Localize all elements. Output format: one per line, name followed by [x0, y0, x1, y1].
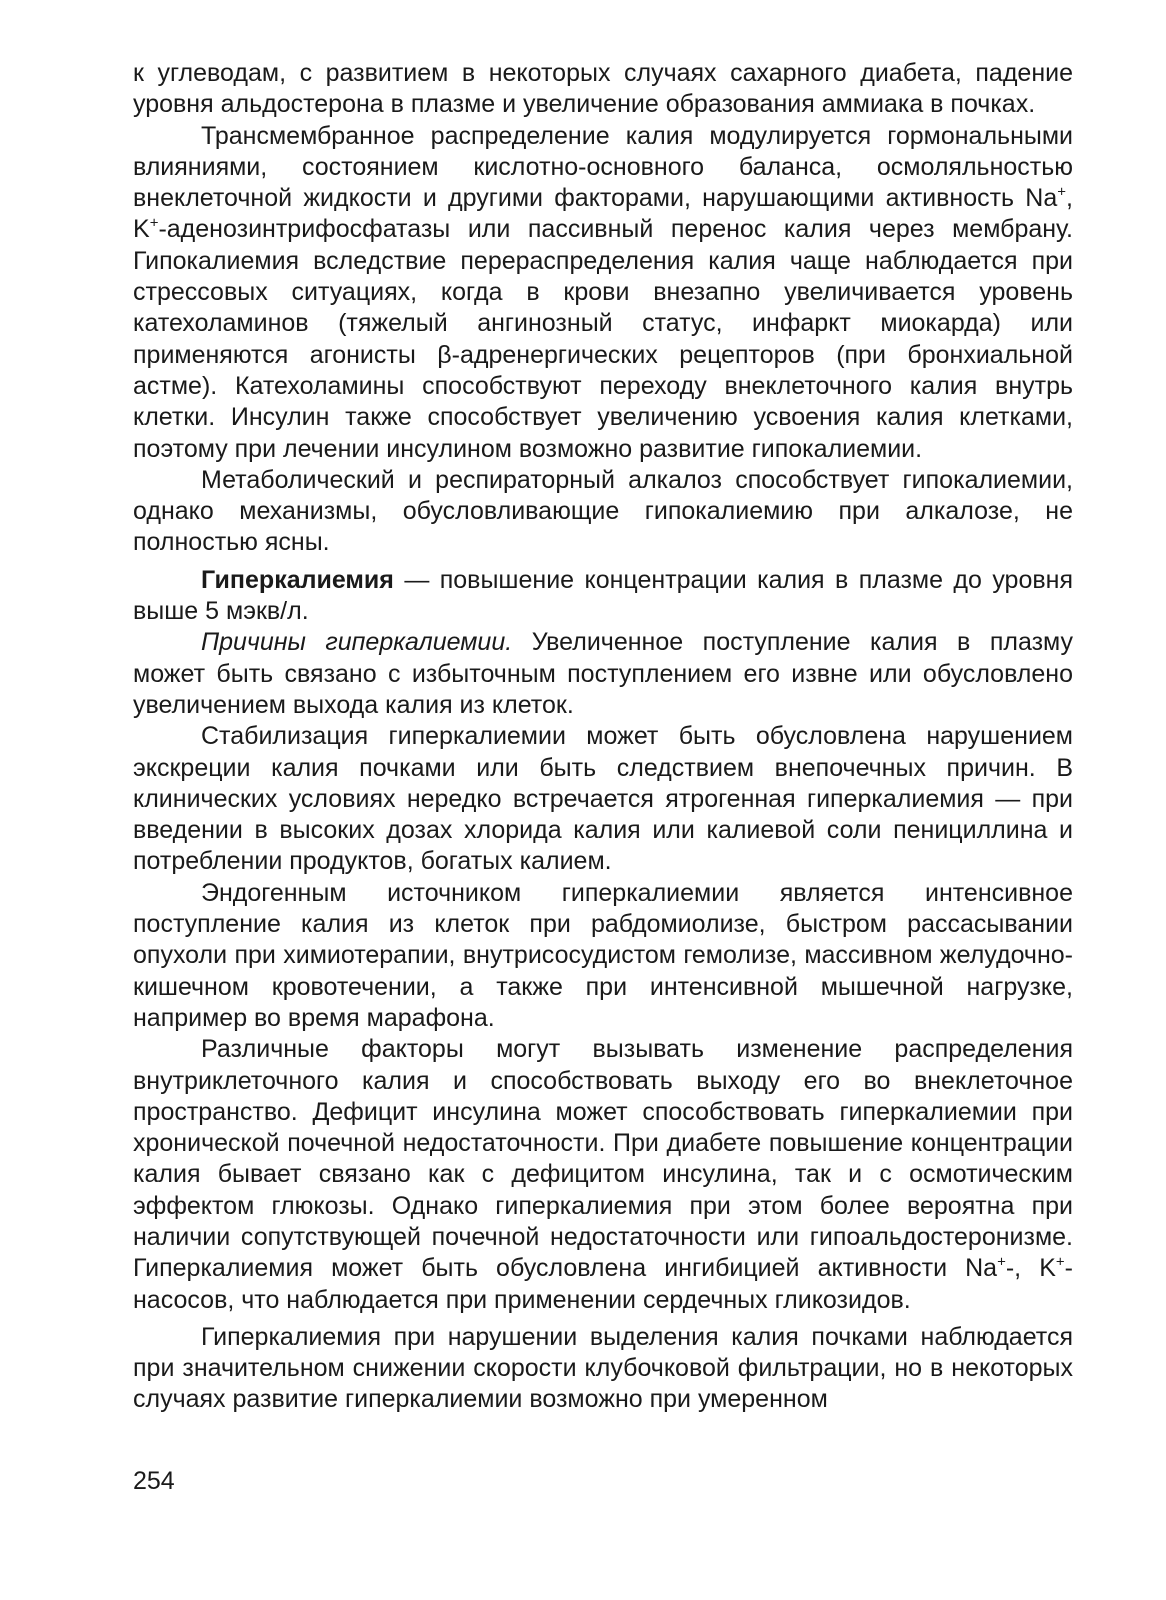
paragraph-8-text-c: -насосов, что наблюдается при применении сердечных гликозидов.	[133, 1254, 1073, 1314]
page-number: 254	[133, 1467, 175, 1495]
superscript-plus: +	[1055, 1253, 1065, 1271]
paragraph-7	[133, 878, 1073, 1034]
paragraph-6-text: Стабилизация гиперкалиемии может быть обусловлена нарушением экскреции калия почками или быть следствием внепочечных причин. В клинических условиях нередко встречается ятрогенная гиперкалиемия — при введении в высоких дозах хлорида калия или калиевой соли пенициллина и потреблении продуктов, богатых калием.	[133, 722, 1073, 876]
superscript-plus: +	[997, 1253, 1006, 1271]
paragraph-8	[133, 1034, 1073, 1316]
paragraph-2-text-c: -аденозинтрифосфатазы или пассивный перенос калия через мембрану. Гипокалиемия вследствие перераспределения калия чаще наблюдается при стрессовых ситуациях, когда в крови внезапно увеличивается уровень катехоламинов (тяжелый ангинозный статус, инфаркт миокарда) или применяются агонисты β-адренергических рецепторов (при бронхиальной астме). Катехоламины способствуют переходу внеклеточного калия внутрь клетки. Инсулин также способствует увеличению усвоения калия клетками, поэтому при лечении инсулином возможно развитие гипокалиемии.	[133, 215, 1073, 463]
paragraph-5-text: Увеличенное поступление калия в плазму может быть связано с избыточным поступлением его извне или обусловлено увеличением выхода калия из клеток.	[133, 628, 1074, 719]
paragraph-9-text: Гиперкалиемия при нарушении выделения калия почками наблюдается при значительном снижении скорости клубочковой фильтрации, но в некоторых случаях развитие гиперкалиемии возможно при умеренном	[133, 1322, 1073, 1414]
paragraph-8-text-b: -, K	[1005, 1254, 1056, 1283]
section-heading-causes: Причины гиперкалиемии.	[201, 628, 513, 657]
paragraph-1-text: к углеводам, с развитием в некоторых случаях сахарного диабета, падение уровня альдостерона в плазме и увеличение образования аммиака в почках.	[133, 59, 1073, 119]
paragraph-8-text-a: Различные факторы могут вызывать изменение распределения внутриклеточного калия и способствовать выходу его во внеклеточное пространство. Дефицит инсулина может способствовать гиперкалиемии при хронической почечной недостаточности. При диабете повышение концентрации калия бывает связано как с дефицитом инсулина, так и с осмотическим эффектом глюкозы. Однако гиперкалиемия при этом более вероятна при наличии сопутствующей почечной недостаточности или гипоальдостеронизме. Гиперкалиемия может быть обусловлена ингибицией активности Na	[133, 1035, 1073, 1283]
paragraph-3	[133, 465, 1073, 559]
term-hyperkalemia: Гиперкалиемия	[201, 565, 394, 594]
paragraph-3-text: Метаболический и респираторный алкалоз способствует гипокалиемии, однако механизмы, обусловливающие гипокалиемию при алкалозе, не полностью ясны.	[133, 465, 1073, 557]
paragraph-7-text: Эндогенным источником гиперкалиемии является интенсивное поступление калия из клеток при рабдомиолизе, быстром рассасывании опухоли при химиотерапии, внутрисосудистом гемолизе, массивном желудочно-кишечном кровотечении, а также при интенсивной мышечной нагрузке, например во время марафона.	[133, 878, 1073, 1032]
superscript-plus: +	[1057, 183, 1067, 201]
paragraph-4	[133, 565, 1073, 628]
paragraph-5	[133, 627, 1073, 721]
paragraph-2-text-a: Трансмембранное распределение калия модулируется гормональными влияниями, состоянием кислотно-основного баланса, осмоляльностью внеклеточной жидкости и другими факторами, нарушающими активность Na	[133, 121, 1073, 213]
superscript-plus: +	[149, 215, 159, 233]
paragraph-4-text: — повышение концентрации калия в плазме до уровня выше 5 мэкв/л.	[133, 565, 1073, 626]
paragraph-6	[133, 721, 1073, 877]
paragraph-9	[133, 1322, 1073, 1416]
paragraph-2	[133, 121, 1073, 465]
paragraph-1	[133, 58, 1073, 121]
page-body	[133, 58, 1073, 1416]
paragraph-2-text-b: , K	[133, 184, 1073, 244]
